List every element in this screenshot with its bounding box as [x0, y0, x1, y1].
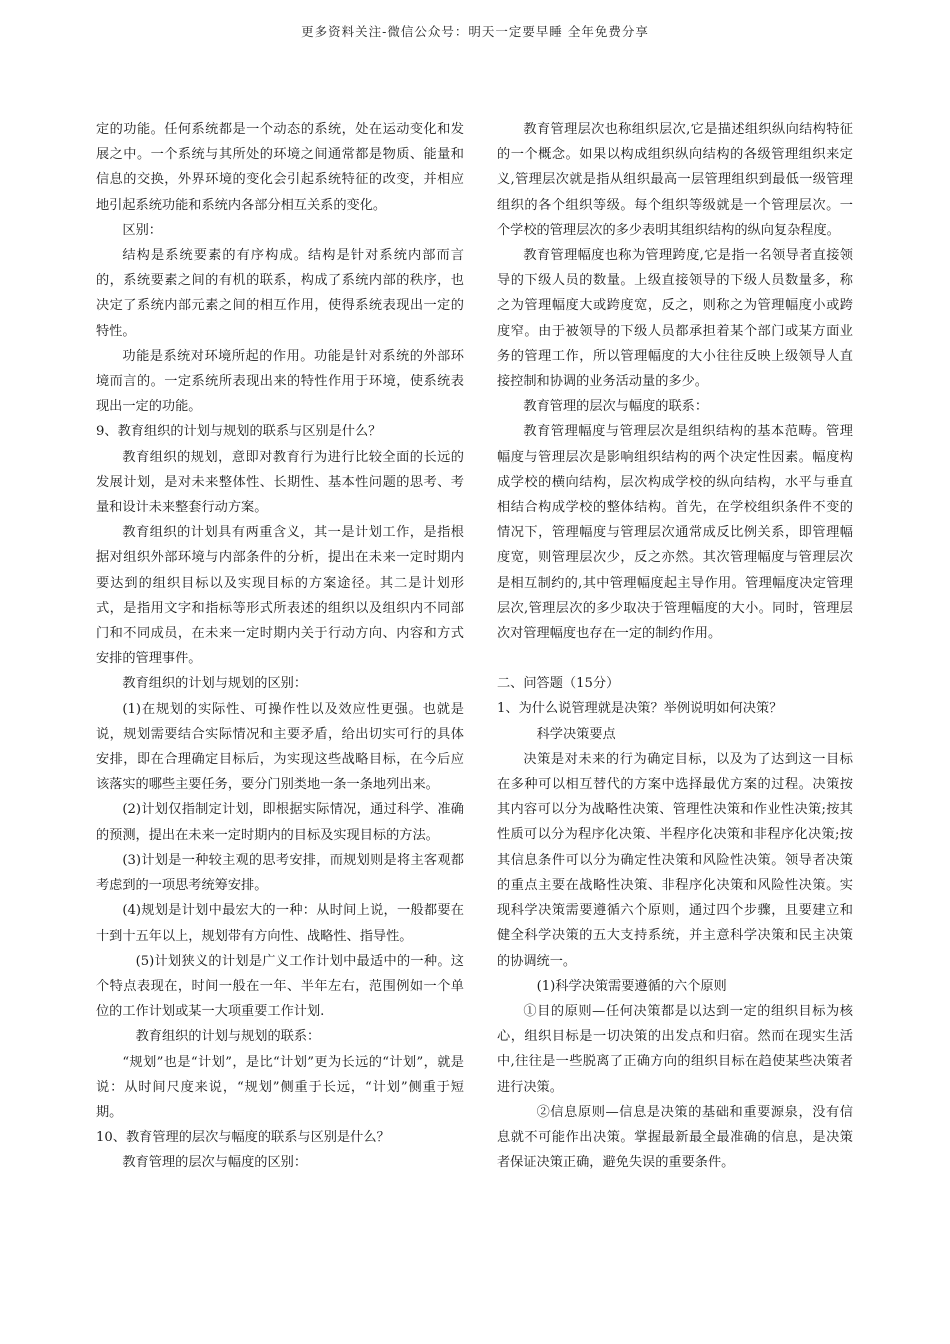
paragraph: 教育组织的计划与规划的联系：	[135, 1029, 321, 1045]
paragraph: “规划”也是“计划”，是比“计划”更为长远的“计划”，就是说：从时间尺度来说，“规划”侧重于长远，“计划”侧重于短期。	[96, 1054, 464, 1120]
paragraph: ①目的原则—任何决策都是以达到一定的组织目标为核心，组织目标是一切决策的出发点和归宿。然而在现实生活中,往往是一些脱离了正确方向的组织目标在趋使某些决策者进行决策。	[497, 1003, 853, 1095]
paragraph-gap	[497, 646, 853, 671]
paragraph: 区别：	[122, 222, 162, 238]
paragraph: 定的功能。任何系统都是一个动态的系统，处在运动变化和发展之中。一个系统与其所处的环境之间通常都是物质、能量和信息的交换，外界环境的变化会引起系统特征的改变，并相应地引起系统功能和系统内各部分相互关系的变化。	[96, 122, 464, 213]
paragraph: (1)科学决策需要遵循的六个原则	[536, 978, 727, 994]
paragraph: 教育管理的层次与幅度的区别：	[122, 1155, 308, 1171]
paragraph: ②信息原则—信息是决策的基础和重要源泉，没有信息就不可能作出决策。掌握最新最全最准确的信息，是决策者保证决策正确，避免失误的重要条件。	[497, 1104, 853, 1171]
paragraph: 教育组织的计划具有两重含义，其一是计划工作，是指根据对组织外部环境与内部条件的分析，提出在未来一定时期内要达到的组织目标以及实现目标的方案途径。其二是计划形式，是指用文字和指标等形式所表述的组织以及组织内不同部门和不同成员，在未来一定时期内关于行动方向、内容和方式安排的管理事件。	[96, 525, 464, 667]
paragraph: 教育管理的层次与幅度的联系：	[523, 399, 709, 415]
paragraph: 结构是系统要素的有序构成。结构是针对系统内部而言的，系统要素之间的有机的联系，构成了系统内部的秩序，也决定了系统内部元素之间的相互作用，使得系统表现出一定的特性。	[96, 248, 464, 339]
paragraph: 决策是对未来的行为确定目标，以及为了达到这一目标在多种可以相互替代的方案中选择最优方案的过程。决策按其内容可以分为战略性决策、管理性决策和作业性决策;按其性质可以分为程序化决策、半程序化决策和非程序化决策;按其信息条件可以分为确定性决策和风险性决策。领导者决策的重点主要在战略性决策、非程序化决策和风险性决策。实现科学决策需要遵循六个原则，通过四个步骤，且要建立和健全科学决策的五大支持系统，并主意科学决策和民主决策的协调统一。	[497, 751, 853, 969]
paragraph: (4)规划是计划中最宏大的一种：从时间上说，一般都要在十到十五年以上，规划带有方向性、战略性、指导性。	[96, 903, 464, 944]
paragraph: (5)计划狭义的计划是广义工作计划中最适中的一种。这个特点表现在，时间一般在一年、半年左右，范围例如一个单位的工作计划或某一大项重要工作计划.	[96, 953, 464, 1020]
paragraph: (2)计划仅指制定计划，即根据实际情况，通过科学、准确的预测，提出在未来一定时期内的目标及实现目标的方法。	[96, 802, 464, 843]
paragraph: (1)在规划的实际性、可操作性以及效应性更强。也就是说，规划需要结合实际情况和主要矛盾，给出切实可行的具体安排，即在合理确定目标后，为实现这些战略目标，在今后应该落实的哪些主要任务，要分门别类地一条一条地列出来。	[96, 701, 464, 793]
paragraph: 教育管理幅度也称为管理跨度,它是指一名领导者直接领导的下级人员的数量。上级直接领导的下级人员数量多，称之为管理幅度大或跨度宽，反之，则称之为管理幅度小或跨度窄。由于被领导的下级人员都承担着某个部门或某方面业务的管理工作，所以管理幅度的大小往往反映上级领导人直接控制和协调的业务活动量的多少。	[497, 248, 853, 390]
paragraph: 教育组织的规划，意即对教育行为进行比较全面的长远的发展计划，是对未来整体性、长期性、基本性问题的思考、考量和设计未来整套行动方案。	[96, 449, 464, 516]
left-column	[96, 117, 464, 1176]
paragraph: 二、问答题（15分）	[497, 676, 620, 692]
paragraph: 科学决策要点	[536, 726, 616, 742]
paragraph: 1、为什么说管理就是决策？举例说明如何决策？	[497, 701, 783, 717]
page-header: 更多资料关注-微信公众号：明天一定要早睡 全年免费分享	[301, 24, 649, 39]
paragraph: 教育管理层次也称组织层次,它是描述组织纵向结构特征的一个概念。如果以构成组织纵向结构的各级管理组织来定义,管理层次就是指从组织最高一层管理组织到最低一级管理组织的各个组织等级。每个组织等级就是一个管理层次。一个学校的管理层次的多少表明其组织结构的纵向复杂程度。	[497, 122, 853, 238]
paragraph: 9、教育组织的计划与规划的联系与区别是什么？	[96, 424, 382, 440]
paragraph: 功能是系统对环境所起的作用。功能是针对系统的外部环境而言的。一定系统所表现出来的特性作用于环境，使系统表现出一定的功能。	[96, 348, 464, 415]
paragraph: (3)计划是一种较主观的思考安排，而规划则是将主客观都考虑到的一项思考统筹安排。	[96, 852, 464, 894]
paragraph: 教育组织的计划与规划的区别：	[122, 676, 308, 692]
paragraph: 10、教育管理的层次与幅度的联系与区别是什么？	[96, 1130, 390, 1146]
right-column	[497, 117, 853, 1175]
paragraph: 教育管理幅度与管理层次是组织结构的基本范畴。管理幅度与管理层次是影响组织结构的两个决定性因素。幅度构成学校的横向结构，层次构成学校的纵向结构，水平与垂直相结合构成学校的整体结构。首先，在学校组织条件不变的情况下，管理幅度与管理层次通常成反比例关系，即管理幅度宽，则管理层次少，反之亦然。其次管理幅度与管理层次是相互制约的,其中管理幅度起主导作用。管理幅度决定管理层次,管理层次的多少取决于管理幅度的大小。同时，管理层次对管理幅度也存在一定的制约作用。	[497, 424, 853, 642]
